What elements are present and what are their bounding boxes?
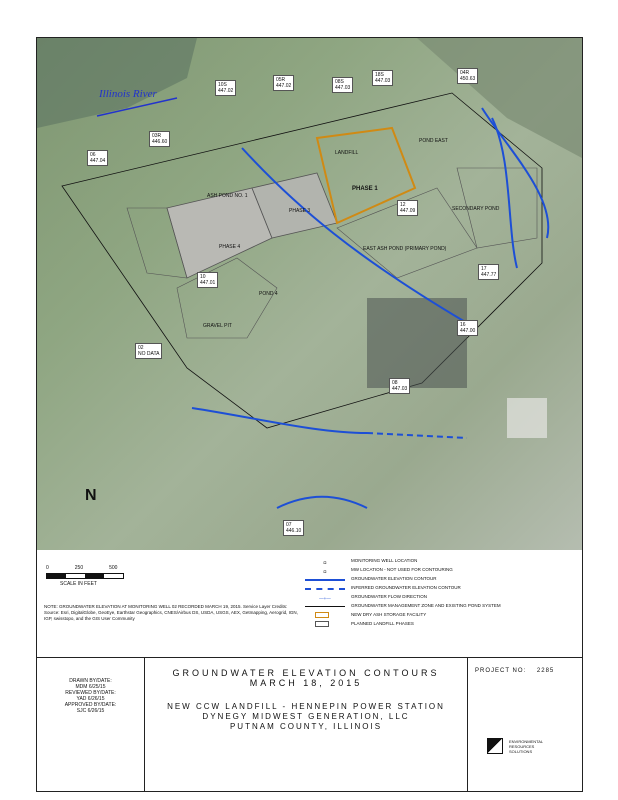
project-number: 2285 (536, 668, 555, 674)
approval-block: DRAWN BY/DATE: MDM 6/25/15 REVIEWED BY/DATE: YAD 6/26/15 APPROVED BY/DATE: SJC 6/26/15 (37, 658, 145, 792)
logo-icon (487, 738, 503, 754)
scale-tick: 250 (74, 565, 84, 571)
title-area (145, 658, 468, 792)
drawing-title: GROUNDWATER ELEVATION CONTOURS (172, 668, 440, 678)
company-logo: ENVIRONMENTAL RESOURCES SOLUTIONS (487, 738, 554, 754)
well-label[interactable]: 02 NO DATA (135, 343, 162, 359)
area-label: SECONDARY POND (452, 206, 500, 212)
subtitle-line: DYNEGY MIDWEST GENERATION, LLC (202, 712, 410, 721)
area-label: LANDFILL (335, 150, 359, 156)
well-label[interactable]: 07 446.10 (283, 520, 304, 536)
area-label: POND EAST (419, 138, 448, 144)
scale-tick: 500 (109, 565, 118, 571)
map-note: NOTE: GROUNDWATER ELEVATION AT MONITORING WELL 02 RECORDED MARCH 19, 2015. Service Layer Credits: Source: Esri, DigitalGlobe, GeoEye, Earthstar Geographics, CNES/Airbus DS, USDA, USGS, AEX, Getmapping, Aerogrid, IGN, IGP, swisstopo, and the GIS User Community (44, 604, 298, 621)
well-label[interactable]: 18S 447.03 (372, 70, 393, 86)
well-label[interactable]: 03R 446.60 (149, 131, 170, 147)
area-label: PHASE 4 (219, 244, 241, 250)
ash-pond-1 (167, 188, 272, 278)
inferred-contour-line (367, 433, 467, 438)
area-label: EAST ASH POND (PRIMARY POND) (363, 246, 447, 252)
scale-tick: 0 (46, 565, 49, 571)
contour-line (192, 408, 367, 433)
project-block (467, 658, 582, 792)
area-label: POND 4 (259, 291, 278, 297)
map-overlay (37, 38, 582, 550)
well-label[interactable]: 10S 447.02 (215, 80, 236, 96)
project-label: PROJECT NO: (475, 668, 527, 674)
drawing-date: MARCH 18, 2015 (249, 678, 363, 688)
well-label[interactable]: 06 447.04 (87, 150, 108, 166)
well-label[interactable]: 10 447.01 (197, 272, 218, 288)
well-label[interactable]: 12 447.09 (397, 200, 418, 216)
subtitle-line: NEW CCW LANDFILL - HENNEPIN POWER STATION (167, 702, 445, 711)
contour-line (277, 497, 367, 508)
aerial-map (37, 38, 582, 550)
well-label[interactable]: 16 447.00 (457, 320, 478, 336)
well-label[interactable]: 17 447.77 (478, 264, 499, 280)
area-label: PHASE 3 (289, 208, 311, 214)
scale-bar (46, 565, 136, 587)
title-block (37, 657, 582, 792)
well-label[interactable]: 08S 447.03 (332, 77, 353, 93)
site-boundary (62, 93, 542, 428)
area-label: GRAVEL PIT (203, 323, 232, 329)
legend: ◘ MONITORING WELL LOCATION ◘ MW LOCATION - NOT USED FOR CONTOURING GROUNDWATER ELEVATION CONTOUR INFERRED GROUNDWATER ELEVATION CONTOUR —+— GROUNDWATER FLOW DIRECTION GROUNDWATER MANAGEMENT ZONE AND EXISTING POND SYSTEM NEW DRY ASH STORAGE FACILITY PLANNED LANDFILL PHASES (305, 556, 575, 628)
area-label: PHASE 1 (352, 186, 378, 192)
well-label[interactable]: 08 447.03 (389, 378, 410, 394)
north-arrow-icon: N (85, 487, 97, 504)
area-label: ASH POND NO. 1 (207, 193, 248, 199)
subtitle-line: PUTNAM COUNTY, ILLINOIS (229, 722, 383, 731)
river-label: Illinois River (99, 88, 157, 100)
scale-unit: SCALE IN FEET (60, 581, 97, 587)
well-label[interactable]: 04R 450.63 (457, 68, 478, 84)
well-label[interactable]: 05R 447.02 (273, 75, 294, 91)
